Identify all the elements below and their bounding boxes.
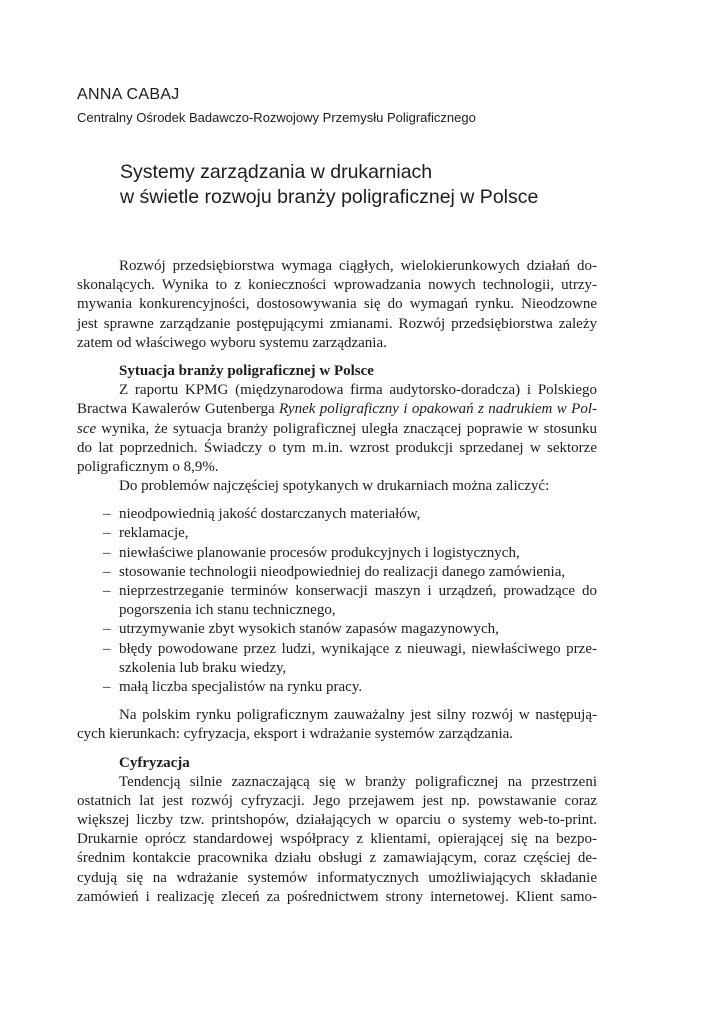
list-item: – błędy powodowane przez ludzi, wynikające z nieuwagi, niewłaściwego prze- (103, 640, 597, 657)
list-item: – niewłaściwe planowanie procesów produkcyjnych i logistycznych, (103, 544, 520, 561)
list-item-continuation: szkolenia lub braku wiedzy, (119, 659, 287, 676)
report-title-end: sce (77, 420, 97, 437)
text-fragment: wynika, że sytuacja branży poligraficznej uległa znaczącej poprawie w stosunku (96, 420, 597, 437)
market-paragraph (77, 706, 597, 744)
text-line: Z raportu KPMG (międzynarodowa firma audytorsko-doradcza) i Polskiego (119, 382, 597, 399)
text-fragment: Bractwa Kawalerów Gutenberga (77, 401, 280, 418)
author-name: ANNA CABAJ (77, 86, 180, 103)
author-affiliation: Centralny Ośrodek Badawczo-Rozwojowy Przemysłu Poligraficznego (77, 110, 476, 125)
text-line: cydują się na wdrażanie systemów informatycznych umożliwiających składanie (77, 869, 597, 886)
list-item: – reklamacje, (103, 525, 189, 542)
article-title (120, 160, 640, 210)
list-item-continuation: pogorszenia ich stanu technicznego, (119, 602, 336, 619)
text-line: średnim kontakcie pracownika działu obsługi z zamawiającym, coraz częściej de- (77, 850, 597, 867)
text-line: Na polskim rynku poligraficznym zauważalny jest silny rozwój w następują- (119, 707, 597, 724)
text-line: mywania konkurencyjności, dostosowywania się do wymagań rynku. Nieodzowne (77, 296, 597, 313)
text-line: większej liczby tzw. printshopów, działających w oparciu o systemy web-to-print. (77, 812, 597, 829)
text-line: poligraficznym o 8,9%. (77, 458, 219, 475)
title-line-1: Systemy zarządzania w drukarniach (120, 161, 433, 183)
list-item: – nieodpowiednią jakość dostarczanych materiałów, (103, 506, 421, 523)
text-line: zatem od właściwego wyboru systemu zarządzania. (77, 334, 387, 351)
text-line: Drukarnie oprócz standardowej współpracy z klientami, opierającej się na bezpo- (77, 831, 597, 848)
problems-list (77, 505, 597, 697)
text-line (77, 400, 597, 419)
list-item: – stosowanie technologii nieodpowiedniej do realizacji danego zamówienia, (103, 563, 566, 580)
report-title: Rynek poligraficzny i opakowań z nadrukiem w Pol- (279, 401, 597, 418)
title-line-2: w świetle rozwoju branży poligraficznej w Polsce (120, 186, 539, 208)
text-line: do lat poprzednich. Świadczy o tym m.in. wzrost produkcji sprzedanej w sektorze (77, 439, 597, 456)
kpmg-paragraph (77, 381, 597, 477)
intro-paragraph (77, 257, 597, 353)
text-line: Tendencją silnie zaznaczającą się w branży poligraficznej na przestrzeni (119, 773, 597, 790)
section-heading-industry: Sytuacja branży poligraficznej w Polsce (119, 362, 374, 379)
text-line: jest sprawne zarządzanie postępującymi zmianami. Rozwój przedsiębiorstwa zależy (77, 315, 597, 332)
problems-intro: Do problemów najczęściej spotykanych w drukarniach można zaliczyć: (119, 478, 550, 495)
text-line: cych kierunkach: cyfryzacja, eksport i wdrażanie systemów zarządzania. (77, 726, 514, 743)
text-line: ostatnich lat jest rozwój cyfryzacji. Jego przejawem jest np. powstawanie coraz (77, 792, 597, 809)
list-item: – nieprzestrzeganie terminów konserwacji maszyn i urządzeń, prowadzące do (103, 583, 597, 599)
list-item: – małą liczba specjalistów na rynku pracy. (103, 678, 363, 695)
section-heading-digitization: Cyfryzacja (119, 754, 190, 771)
text-line: skonalących. Wynika to z konieczności wprowadzania nowych technologii, utrzy- (77, 277, 597, 294)
text-line: zamówień i realizację zleceń za pośrednictwem strony internetowej. Klient samo- (77, 888, 597, 905)
digitization-paragraph (77, 773, 597, 907)
text-line: Rozwój przedsiębiorstwa wymaga ciągłych, wielokierunkowych działań do- (119, 258, 597, 274)
text-line (77, 420, 597, 439)
article-body (77, 257, 597, 907)
list-item: – utrzymywanie zbyt wysokich stanów zapasów magazynowych, (103, 621, 499, 638)
